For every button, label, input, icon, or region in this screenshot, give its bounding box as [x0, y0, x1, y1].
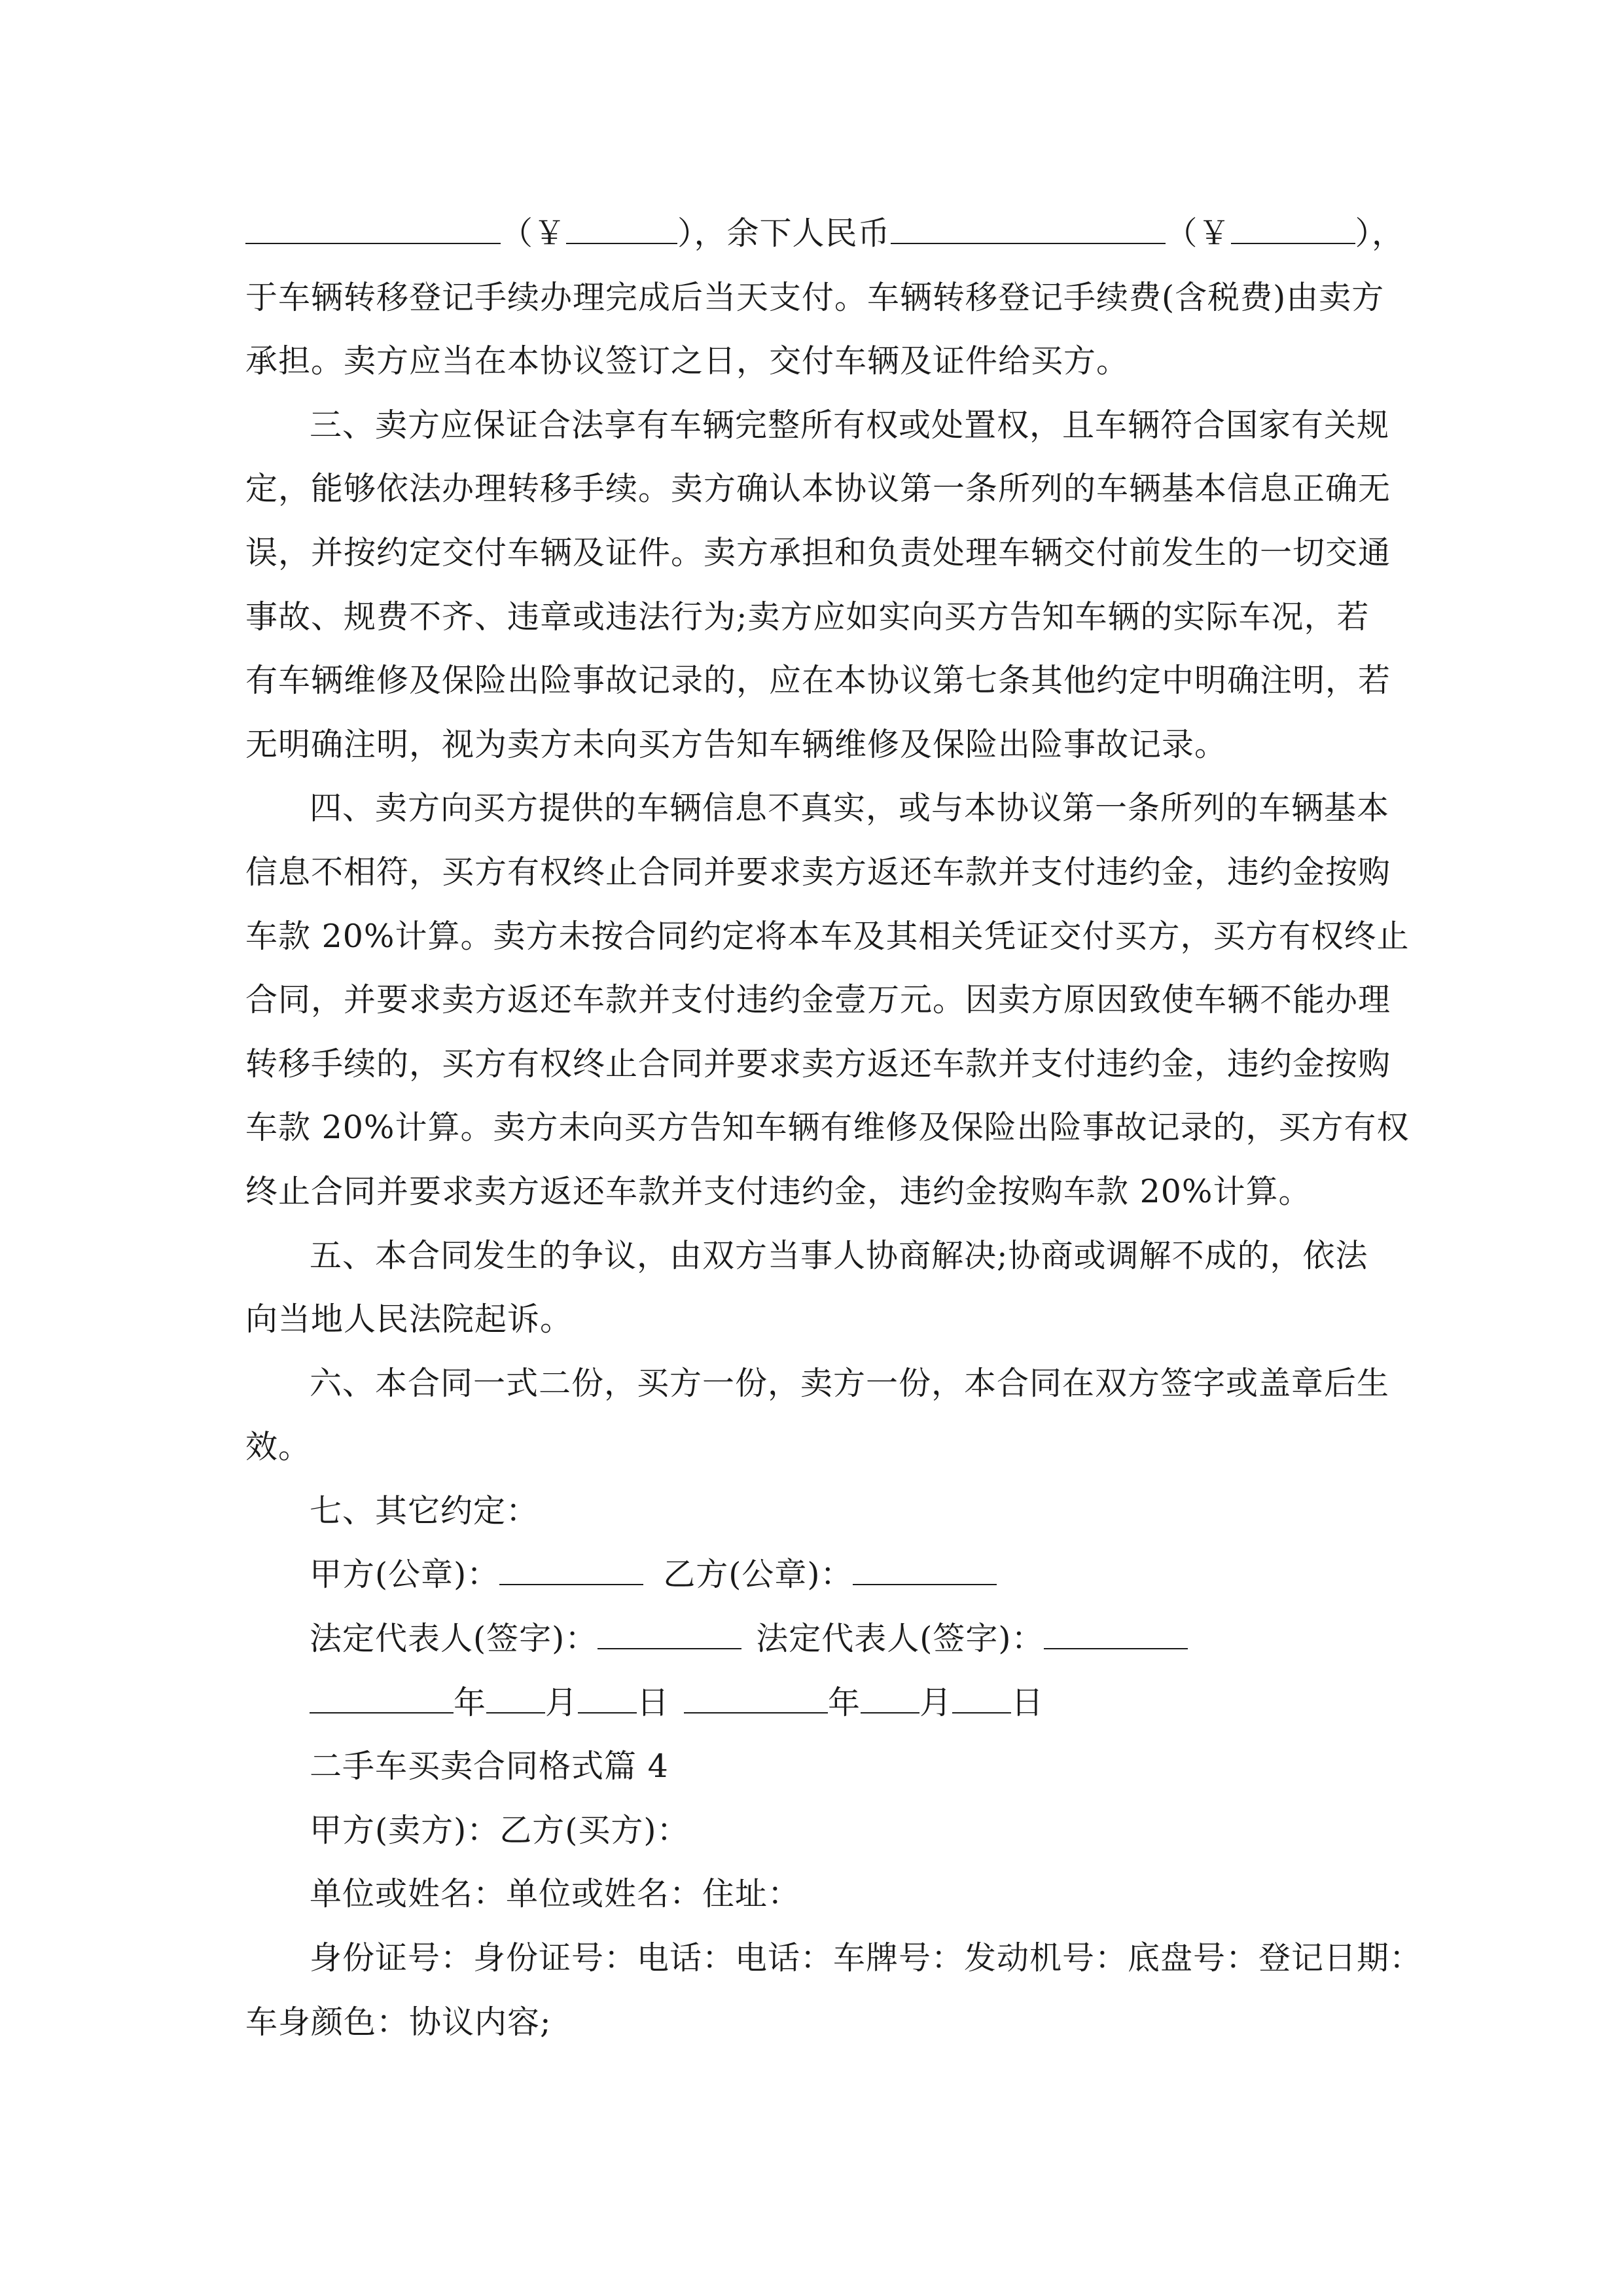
- section-title: 二手车买卖合同格式篇 4: [310, 1748, 669, 1785]
- text-span: （￥: [501, 215, 567, 252]
- party-b-seal-blank: [853, 1554, 997, 1586]
- text-line: 车款 20%计算。卖方未向买方告知车辆有维修及保险出险事故记录的，买方有权: [245, 1109, 1410, 1147]
- parties-line: 甲方(卖方)：乙方(买方)：: [310, 1811, 690, 1849]
- party-b-seal-label: 乙方(公章)：: [663, 1556, 853, 1594]
- day-blank: [952, 1681, 1011, 1713]
- rep-a-blank: [597, 1618, 741, 1650]
- month-label: 月: [545, 1683, 579, 1721]
- party-a-seal-blank: [499, 1554, 643, 1586]
- payment-line: [245, 202, 1405, 266]
- text-span: （￥: [1165, 215, 1231, 252]
- month-label: 月: [919, 1683, 953, 1721]
- day-label: 日: [1011, 1683, 1044, 1721]
- name-address-line: 单位或姓名：单位或姓名：住址：: [310, 1875, 801, 1913]
- text-line: 于车辆转移登记手续办理完成后当天支付。车辆转移登记手续费(含税费)由卖方: [245, 278, 1385, 316]
- clause-7-start: 七、其它约定：: [310, 1492, 539, 1530]
- text-line: 信息不相符，买方有权终止合同并要求卖方返还车款并支付违约金，违约金按购: [245, 853, 1391, 891]
- year-label: 年: [828, 1683, 861, 1721]
- text-line: 有车辆维修及保险出险事故记录的，应在本协议第七条其他约定中明确注明，若: [245, 662, 1391, 700]
- rep-b-blank: [1044, 1618, 1188, 1650]
- clause-3-start: 三、卖方应保证合法享有车辆完整所有权或处置权，且车辆符合国家有关规: [310, 406, 1390, 444]
- clause-5-start: 五、本合同发生的争议，由双方当事人协商解决;协商或调解不成的，依法: [310, 1236, 1368, 1274]
- text-span: ），余下人民币: [677, 215, 891, 252]
- date-line: [245, 1671, 1381, 1735]
- vehicle-color-line: 车身颜色：协议内容;: [245, 2003, 552, 2041]
- text-span: ），: [1355, 215, 1405, 252]
- seal-line: [245, 1543, 1381, 1607]
- text-line: 向当地人民法院起诉。: [245, 1300, 573, 1338]
- text-line: 车款 20%计算。卖方未按合同约定将本车及其相关凭证交付买方，买方有权终止: [245, 917, 1410, 955]
- rep-b-label: 法定代表人(签字)：: [756, 1620, 1044, 1658]
- month-blank: [861, 1681, 919, 1713]
- month-blank: [486, 1681, 545, 1713]
- text-line: 无明确注明，视为卖方未向买方告知车辆维修及保险出险事故记录。: [245, 725, 1228, 763]
- text-line: 定，能够依法办理转移手续。卖方确认本协议第一条所列的车辆基本信息正确无: [245, 470, 1391, 508]
- text-line: 效。: [245, 1428, 312, 1466]
- amount-blank: [566, 212, 677, 244]
- year-blank: [684, 1681, 828, 1713]
- text-line: 误，并按约定交付车辆及证件。卖方承担和负责处理车辆交付前发生的一切交通: [245, 533, 1391, 571]
- text-line: 终止合同并要求卖方返还车款并支付违约金，违约金按购车款 20%计算。: [245, 1172, 1311, 1210]
- contract-body: [245, 202, 1423, 2054]
- amount-blank: [891, 212, 1166, 244]
- year-blank: [310, 1681, 454, 1713]
- amount-blank: [245, 212, 501, 244]
- representative-line: [245, 1607, 1381, 1671]
- day-label: 日: [637, 1683, 670, 1721]
- text-line: 承担。卖方应当在本协议签订之日，交付车辆及证件给买方。: [245, 342, 1130, 380]
- clause-4-start: 四、卖方向买方提供的车辆信息不真实，或与本协议第一条所列的车辆基本: [310, 789, 1390, 827]
- text-line: 事故、规费不齐、违章或违法行为;卖方应如实向买方告知车辆的实际车况，若: [245, 598, 1370, 636]
- vehicle-info-line: 身份证号：身份证号：电话：电话：车牌号：发动机号：底盘号：登记日期：: [310, 1939, 1423, 1977]
- text-line: 合同，并要求卖方返还车款并支付违约金壹万元。因卖方原因致使车辆不能办理: [245, 981, 1391, 1019]
- text-line: 转移手续的，买方有权终止合同并要求卖方返还车款并支付违约金，违约金按购: [245, 1045, 1391, 1083]
- day-blank: [578, 1681, 637, 1713]
- amount-blank: [1231, 212, 1355, 244]
- rep-a-label: 法定代表人(签字)：: [310, 1620, 598, 1658]
- party-a-seal-label: 甲方(公章)：: [310, 1556, 500, 1594]
- clause-6-start: 六、本合同一式二份，买方一份，卖方一份，本合同在双方签字或盖章后生: [310, 1364, 1390, 1402]
- year-label: 年: [454, 1683, 487, 1721]
